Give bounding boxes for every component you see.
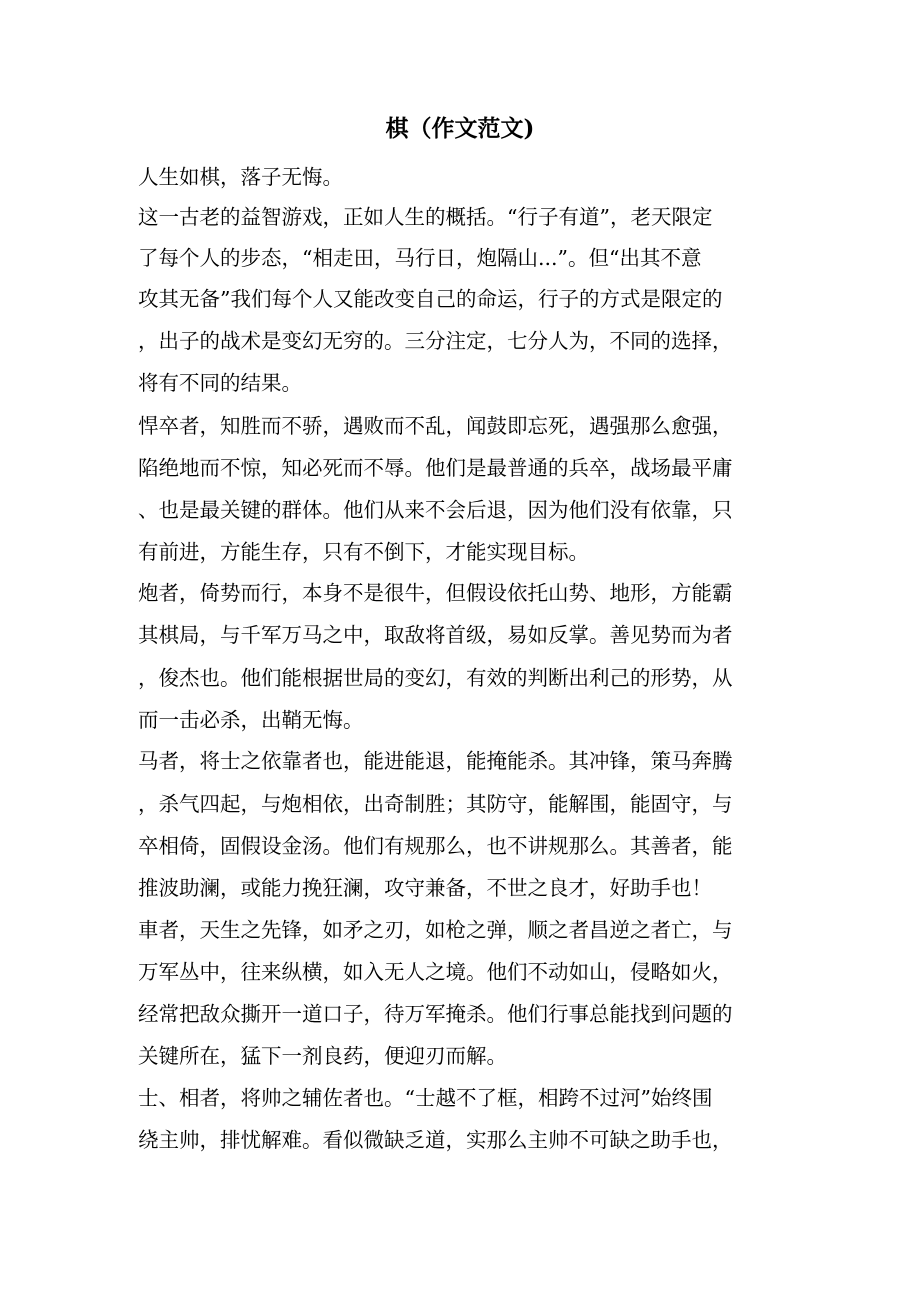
text-line: 攻其无备”我们每个人又能改变自己的命运，行子的方式是限定的 <box>138 287 723 311</box>
text-line: 万军丛中，往来纵横，如入无人之境。他们不动如山，侵略如火， <box>138 960 733 984</box>
text-line: 炮者，倚势而行，本身不是很牛，但假设依托山势、地形，方能霸 <box>138 581 733 605</box>
text-line: 卒相倚，固假设金汤。他们有规那么，也不讲规那么。其善者，能 <box>138 834 733 858</box>
text-line: 关键所在，猛下一剂良药，便迎刃而解。 <box>138 1044 507 1068</box>
text-line: 这一古老的益智游戏，正如人生的概括。“行子有道”，老天限定 <box>138 205 713 229</box>
text-line: 其棋局，与千军万马之中，取敌将首级，易如反掌。善见势而为者 <box>138 623 733 647</box>
text-line: 马者，将士之依靠者也，能进能退，能掩能杀。其冲锋，策马奔腾 <box>138 749 733 773</box>
text-line: 悍卒者，知胜而不骄，遇败而不乱，闻鼓即忘死，遇强那么愈强， <box>138 414 733 438</box>
text-line: 了每个人的步态，“相走田，马行日，炮隔山...”。但“出其不意 <box>138 246 702 270</box>
text-line: 車者，天生之先锋，如矛之刃，如枪之弹，顺之者昌逆之者亡，与 <box>138 918 733 942</box>
page-title: 棋（作文范文) <box>385 115 535 142</box>
text-line: 推波助澜，或能力挽狂澜，攻守兼备，不世之良才，好助手也！ <box>138 876 712 900</box>
text-line: 将有不同的结果。 <box>138 371 302 395</box>
text-line: 陷绝地而不惊，知必死而不辱。他们是最普通的兵卒，战场最平庸 <box>138 456 733 480</box>
text-line: 、也是最关键的群体。他们从来不会后退，因为他们没有依靠，只 <box>138 498 733 522</box>
text-line: 士、相者，将帅之辅佐者也。“士越不了框，相跨不过河”始终围 <box>138 1086 713 1110</box>
text-line: 有前进，方能生存，只有不倒下，才能实现目标。 <box>138 540 589 564</box>
text-line: 人生如棋，落子无悔。 <box>138 165 343 189</box>
text-line: 经常把敌众撕开一道口子，待万军掩杀。他们行事总能找到问题的 <box>138 1002 733 1026</box>
text-line: ，出子的战术是变幻无穷的。三分注定，七分人为，不同的选择， <box>138 329 733 353</box>
text-line: 而一击必杀，出鞘无悔。 <box>138 708 364 732</box>
text-line: ，俊杰也。他们能根据世局的变幻，有效的判断出利己的形势，从 <box>138 666 733 690</box>
text-line: 绕主帅，排忧解难。看似微缺乏道，实那么主帅不可缺之助手也， <box>138 1128 733 1152</box>
text-line: ，杀气四起，与炮相依，出奇制胜；其防守，能解围，能固守，与 <box>138 792 733 816</box>
